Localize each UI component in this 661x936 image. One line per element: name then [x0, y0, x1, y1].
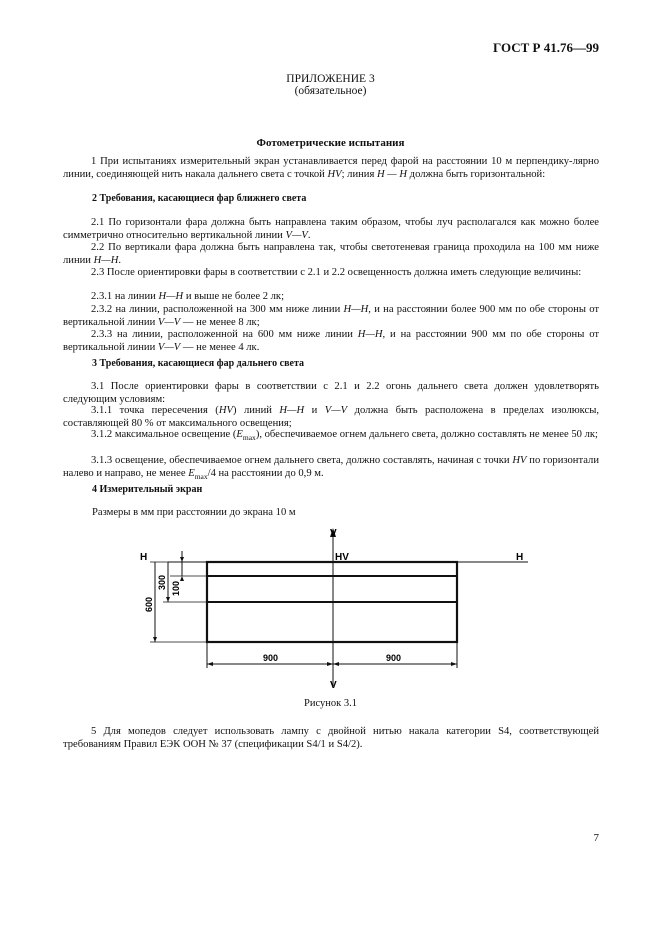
- heading-4: 4 Измерительный экран: [92, 484, 203, 495]
- paragraph-3-1-3: 3.1.3 освещение, обеспечиваемое огнем дальнего света, должно составлять, начиная с точки HV по горизонтали налево и направо, не менее $E_{max}/4$ на расстоянии до 0,9 м.: [63, 455, 599, 481]
- page-number: 7: [593, 832, 599, 844]
- label-h-right: H: [516, 552, 524, 563]
- paragraph-2-3-3: 2.3.3 на линии, расположенной на 600 мм ниже линии H—H, и на расстоянии 900 мм по обе стороны от вертикальной линии V—V — не менее 4 лк.: [63, 329, 599, 353]
- dim-600-label: 600: [144, 596, 154, 612]
- label-hv: HV: [335, 552, 349, 563]
- dim-300-arrow: [166, 597, 170, 602]
- dim-600-arrow: [153, 637, 157, 642]
- section-title: Фотометрические испытания: [256, 137, 405, 149]
- paragraph-1: 1 При испытаниях измерительный экран устанавливается перед фарой на расстоянии 10 м перпендику-лярно линии, соединяющей нить накала дальнего света с точкой HV; линия H — H должна быть горизонтальной:: [63, 156, 599, 180]
- label-v-top: V: [330, 528, 337, 539]
- paragraph-2-3-1: 2.3.1 на линии H—H и выше не более 2 лк;: [91, 291, 285, 302]
- heading-3: 3 Требования, касающиеся фар дальнего света: [92, 358, 304, 369]
- figure-caption: Рисунок 3.1: [304, 698, 357, 709]
- paragraph-5: 5 Для мопедов следует использовать лампу с двойной нитью накала категории S4, соответствующей требованиям Правил ЕЭК ООН № 37 (спецификации S4/1 и S4/2).: [63, 726, 599, 750]
- paragraph-2-2: 2.2 По вертикали фара должна быть направлена так, чтобы светотеневая граница проходила на 100 мм ниже линии H—H.: [63, 242, 599, 266]
- paragraph-3-1: 3.1 После ориентировки фары в соответствии с 2.1 и 2.2 огонь дальнего света должен удовлетворять следующим условиям:: [63, 381, 599, 405]
- dim-900-left-label: 900: [263, 653, 279, 663]
- appendix-label: ПРИЛОЖЕНИЕ 3: [286, 73, 375, 85]
- appendix-subtitle: (обязательное): [294, 85, 367, 97]
- heading-2: 2 Требования, касающиеся фар ближнего света: [92, 193, 307, 204]
- dim-100-arrow-top: [180, 557, 184, 562]
- paragraph-2-3-2: 2.3.2 на линии, расположенной на 300 мм ниже линии H—H, и на расстоянии более 900 мм по обе стороны от вертикальной линии V—V — не менее 8 лк;: [63, 304, 599, 328]
- dim-100-label: 100: [171, 580, 181, 596]
- paragraph-4: Размеры в мм при расстоянии до экрана 10 м: [92, 507, 296, 518]
- dim-300-label: 300: [157, 574, 167, 590]
- label-v-bottom: V: [330, 680, 337, 691]
- paragraph-3-1-2: 3.1.2 максимальное освещение $(E_{max})$, обеспечиваемое огнем дальнего света, должно составлять не менее 50 лк;: [91, 429, 598, 443]
- dim-900-right-label: 900: [386, 653, 402, 663]
- paragraph-3-1-1: 3.1.1 точка пересечения (HV) линий H—H и V—V должна быть расположена в пределах изолюксы, составляющей 80 % от максимального освещения;: [63, 405, 599, 429]
- label-h-left: H: [140, 552, 148, 563]
- dim-100-arrow-bottom: [180, 576, 184, 581]
- paragraph-2-3: 2.3 После ориентировки фары в соответствии с 2.1 и 2.2 освещенность должна иметь следующие величины:: [91, 267, 582, 278]
- standard-header: ГОСТ Р 41.76—99: [493, 40, 599, 55]
- paragraph-2-1: 2.1 По горизонтали фара должна быть направлена таким образом, чтобы луч располагался как можно более симметрично относительно вертикальной линии V—V.: [63, 217, 599, 241]
